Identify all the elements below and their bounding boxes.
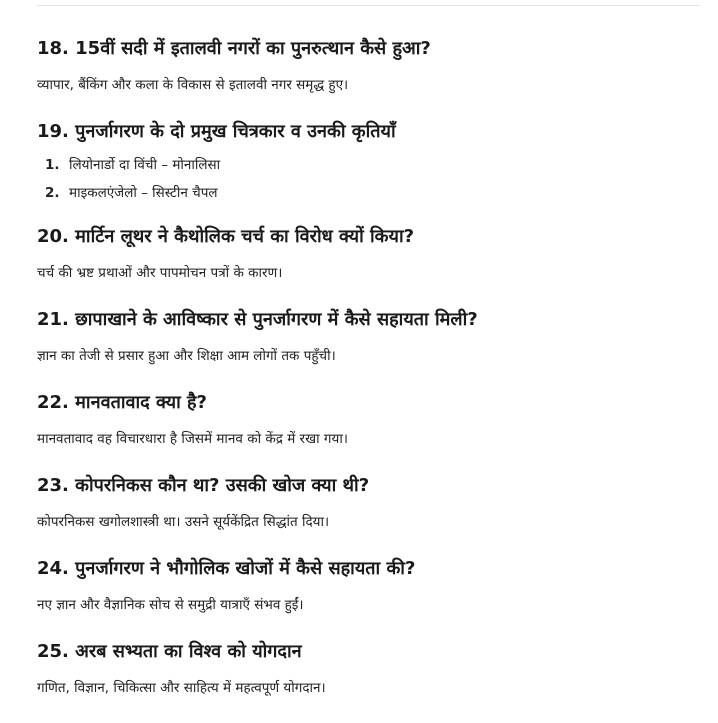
question-20: [37, 218, 697, 290]
question-title: 21. छापाखाने के आविष्कार से पुनर्जागरण में कैसे सहायता मिली?: [37, 309, 478, 330]
answer-text: मानवतावाद वह विचारधारा है जिसमें मानव को केंद्र में रखा गया।: [37, 431, 348, 447]
answer-text: कोपरनिकस खगोलशास्त्री था। उसने सूर्यकेंद्रित सिद्धांत दिया।: [37, 514, 330, 530]
list-number: 2.: [45, 185, 60, 201]
answer-text: नए ज्ञान और वैज्ञानिक सोच से समुद्री यात्राएँ संभव हुईं।: [37, 597, 304, 613]
question-21: [37, 301, 697, 373]
answer-text: चर्च की भ्रष्ट प्रथाओं और पापमोचन पत्रों के कारण।: [37, 265, 283, 281]
question-title: 18. 15वीं सदी में इतालवी नगरों का पुनरुत्थान कैसे हुआ?: [37, 38, 431, 59]
question-19: [37, 113, 697, 207]
answer-text: गणित, विज्ञान, चिकित्सा और साहित्य में महत्वपूर्ण योगदान।: [37, 680, 326, 696]
question-25: [37, 633, 697, 705]
question-title: 25. अरब सभ्यता का विश्व को योगदान: [37, 641, 302, 662]
question-title: 20. मार्टिन लूथर ने कैथोलिक चर्च का विरोध क्यों किया?: [37, 226, 415, 247]
answer-text: व्यापार, बैंकिंग और कला के विकास से इतालवी नगर समृद्ध हुए।: [37, 77, 349, 93]
question-24: [37, 550, 697, 622]
question-title: 19. पुनर्जागरण के दो प्रमुख चित्रकार व उनकी कृतियाँ: [37, 121, 396, 142]
question-18: [37, 30, 697, 102]
list-item: [37, 179, 697, 207]
question-title: 22. मानवतावाद क्या है?: [37, 392, 207, 413]
question-22: [37, 384, 697, 456]
qa-list: [37, 30, 697, 705]
question-title: 24. पुनर्जागरण ने भौगोलिक खोजों में कैसे सहायता की?: [37, 558, 416, 579]
question-23: [37, 467, 697, 539]
list-item-text: लियोनार्डो दा विंची – मोनालिसा: [69, 157, 221, 173]
list-number: 1.: [45, 157, 60, 173]
painters-list: [37, 151, 697, 207]
list-item: [37, 151, 697, 179]
answer-text: ज्ञान का तेजी से प्रसार हुआ और शिक्षा आम लोगों तक पहुँची।: [37, 348, 336, 364]
list-item-text: माइकलएंजेलो – सिस्टीन चैपल: [69, 185, 218, 201]
question-title: 23. कोपरनिकस कौन था? उसकी खोज क्या थी?: [37, 475, 370, 496]
top-divider: [37, 5, 700, 6]
